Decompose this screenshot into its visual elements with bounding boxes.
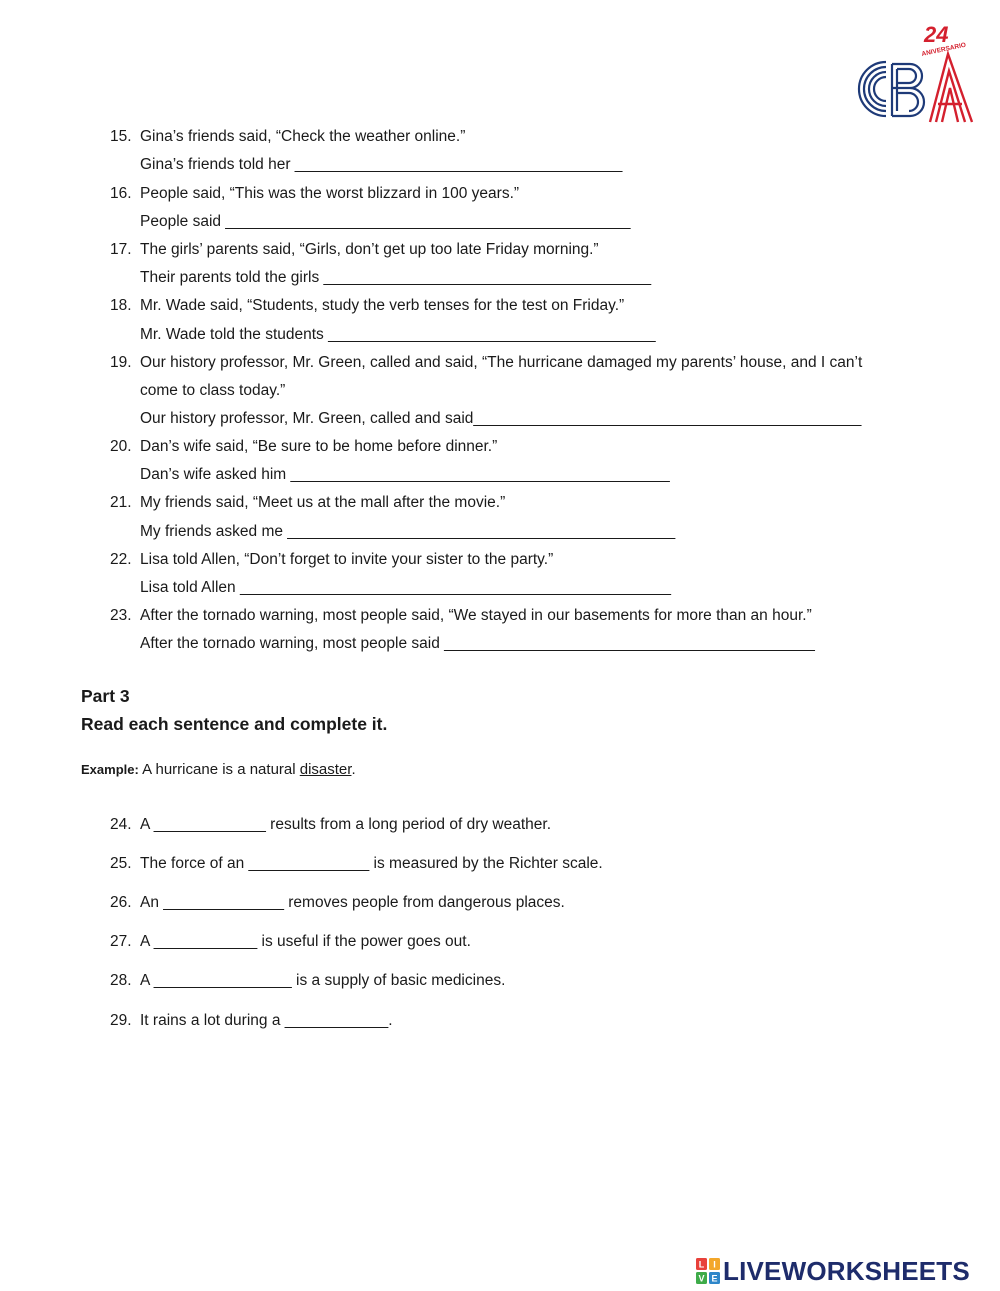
question-prompt: Our history professor, Mr. Green, called and said, “The hurricane damaged my parents’ house, and I can’t <box>140 354 863 371</box>
example-sentence <box>81 761 356 778</box>
svg-text:V: V <box>698 1273 705 1284</box>
question-prompt: The girls’ parents said, “Girls, don’t get up too late Friday morning.” <box>140 241 599 258</box>
question-prompt: People said, “This was the worst blizzard in 100 years.” <box>140 185 520 202</box>
question-prompt-continued: come to class today.” <box>140 382 286 399</box>
question-text: It rains a lot during a ____________. <box>140 1012 393 1029</box>
liveworksheets-logo-icon <box>696 1258 720 1284</box>
question-number: 21. <box>110 494 132 511</box>
svg-text:E: E <box>711 1273 718 1284</box>
question-number: 23. <box>110 607 132 624</box>
logo-badge-number: 24 <box>924 22 949 47</box>
part-3-instruction: Read each sentence and complete it. <box>81 714 388 734</box>
question-prompt: Dan’s wife said, “Be sure to be home before dinner.” <box>140 438 498 455</box>
answer-line: Their parents told the girls ______________________________________ <box>140 269 652 286</box>
question-prompt: Mr. Wade said, “Students, study the verb tenses for the test on Friday.” <box>140 297 625 314</box>
question-prompt: After the tornado warning, most people said, “We stayed in our basements for more than an hour.” <box>140 607 812 624</box>
question-number: 28. <box>110 972 132 989</box>
question-number: 22. <box>110 551 132 568</box>
svg-text:L: L <box>698 1259 705 1270</box>
question-prompt: Lisa told Allen, “Don’t forget to invite your sister to the party.” <box>140 551 554 568</box>
question-number: 16. <box>110 185 132 202</box>
answer-line: Gina’s friends told her ______________________________________ <box>140 156 623 173</box>
question-number: 26. <box>110 894 132 911</box>
question-number: 19. <box>110 354 132 371</box>
question-text: An ______________ removes people from dangerous places. <box>140 894 565 911</box>
question-text: A ________________ is a supply of basic medicines. <box>140 972 506 989</box>
svg-text:I: I <box>713 1259 716 1270</box>
question-number: 18. <box>110 297 132 314</box>
cba-logo <box>852 16 976 128</box>
question-prompt: My friends said, “Meet us at the mall after the movie.” <box>140 494 506 511</box>
example-text: A hurricane is a natural <box>142 761 296 778</box>
answer-line: My friends asked me _____________________________________________ <box>140 523 676 540</box>
answer-line: People said _______________________________________________ <box>140 213 631 230</box>
question-number: 20. <box>110 438 132 455</box>
question-number: 29. <box>110 1012 132 1029</box>
answer-line: Mr. Wade told the students ______________________________________ <box>140 326 656 343</box>
question-number: 24. <box>110 816 132 833</box>
question-text: The force of an ______________ is measured by the Richter scale. <box>140 855 603 872</box>
question-number: 17. <box>110 241 132 258</box>
liveworksheets-brand-text: LIVEWORKSHEETS <box>723 1255 970 1286</box>
logo-badge-text: ANIVERSARIO <box>920 41 967 58</box>
answer-line: After the tornado warning, most people said ___________________________________________ <box>140 635 815 652</box>
question-number: 25. <box>110 855 132 872</box>
liveworksheets-brand <box>696 1256 970 1286</box>
question-prompt: Gina’s friends said, “Check the weather online.” <box>140 128 466 145</box>
question-number: 27. <box>110 933 132 950</box>
example-answer: disaster <box>299 761 352 778</box>
part-3-title: Part 3 <box>81 686 130 706</box>
answer-line: Our history professor, Mr. Green, called and said_____________________________________________ <box>140 410 862 427</box>
example-end: . <box>351 761 356 778</box>
answer-line: Dan’s wife asked him ____________________________________________ <box>140 466 670 483</box>
question-number: 15. <box>110 128 132 145</box>
answer-line: Lisa told Allen __________________________________________________ <box>140 579 671 596</box>
question-text: A ____________ is useful if the power goes out. <box>140 933 471 950</box>
question-text: A _____________ results from a long period of dry weather. <box>140 816 552 833</box>
example-label: Example: <box>81 762 139 777</box>
